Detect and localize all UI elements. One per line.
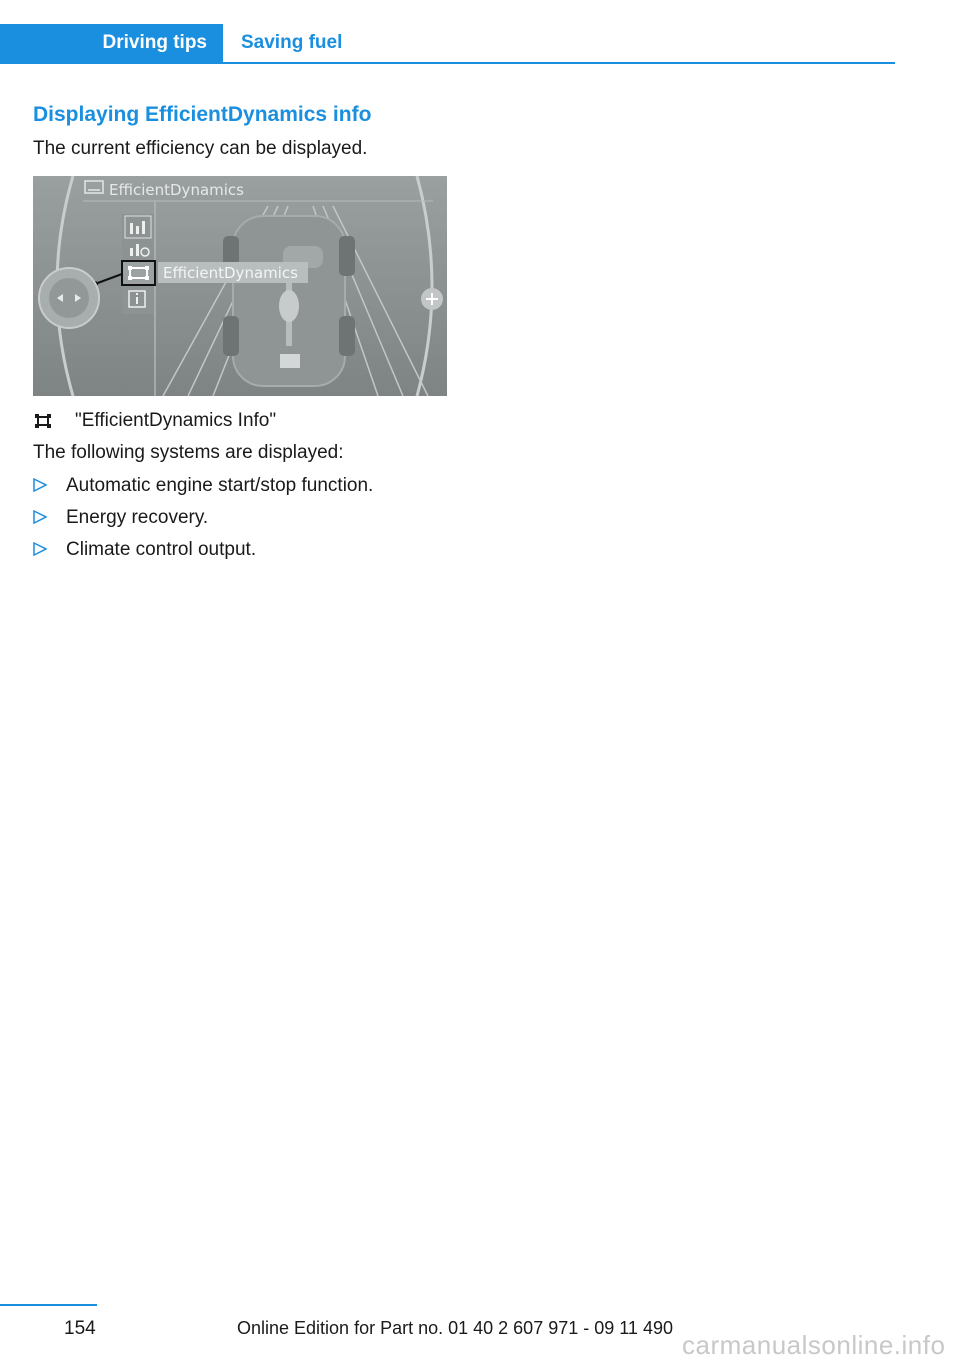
footer-rule xyxy=(0,1304,97,1306)
intro-text: The current efficiency can be displayed. xyxy=(33,138,368,159)
screen-title: EfficientDynamics xyxy=(109,181,244,199)
list-item: Automatic engine start/stop function. xyxy=(33,474,373,506)
section-title: Displaying EfficientDynamics info xyxy=(33,103,372,126)
caption-text: "EfficientDynamics Info" xyxy=(75,410,277,431)
page-header xyxy=(0,24,895,64)
chapter-tab[interactable]: Driving tips xyxy=(0,24,223,62)
efficientdynamics-screen-image xyxy=(33,176,447,396)
highlight-label: EfficientDynamics xyxy=(163,264,298,282)
triangle-bullet-icon xyxy=(33,542,47,556)
triangle-bullet-icon xyxy=(33,510,47,524)
symbol-caption xyxy=(33,410,276,432)
efficientdynamics-symbol-icon xyxy=(33,412,53,430)
list-item: Energy recovery. xyxy=(33,506,373,538)
efficientdynamics-icon xyxy=(122,261,155,285)
plus-icon xyxy=(421,288,443,310)
edition-text: Online Edition for Part no. 01 40 2 607 971 - 09 11 490 xyxy=(237,1318,673,1338)
list-item: Climate control output. xyxy=(33,538,373,570)
page-number: 154 xyxy=(64,1318,96,1339)
systems-list xyxy=(33,474,373,570)
section-tab[interactable]: Saving fuel xyxy=(241,32,343,53)
watermark: carmanualsonline.info xyxy=(682,1330,946,1360)
car-chassis-illustration xyxy=(223,216,355,386)
systems-lead: The following systems are displayed: xyxy=(33,442,344,463)
triangle-bullet-icon xyxy=(33,478,47,492)
controller-knob xyxy=(39,268,99,328)
